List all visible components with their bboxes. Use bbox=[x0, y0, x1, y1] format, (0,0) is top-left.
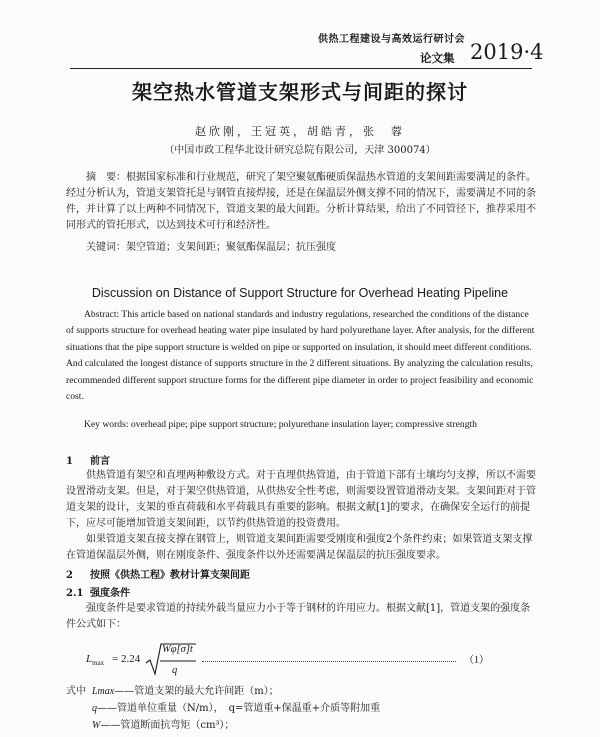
where-item: 式中 Lmax——管道支架的最大允许间距（m）； bbox=[66, 686, 279, 697]
formula-lhs: $L_{max}$ bbox=[86, 653, 105, 668]
where-symbol: Lmax bbox=[92, 686, 115, 697]
header-rule bbox=[70, 68, 532, 69]
issue-number: 2019·4 bbox=[470, 40, 544, 64]
abstract-english: Abstract: This article based on national standards and industry regulations, researched the conditions of the distance of supports structure for overhead heating water pipe insulated by hard polyurethane layer. After analysis, for the different situations that the pipe support structure is welded on pipe or supported on insulation, it should meet different conditions. And calculated the longest distance of supports structure in the 2 different situations. By analyzing the calculation results, recommended different support structure forms for the different pipe diameter in order to project feasibility and economic cost. bbox=[66, 309, 535, 403]
section-1-title: 前言 bbox=[90, 456, 110, 467]
section-2-heading bbox=[66, 566, 250, 581]
section-2-1-heading bbox=[66, 584, 130, 599]
formula-coefficient: = 2.24 bbox=[112, 653, 141, 665]
formula-leader-dots bbox=[202, 653, 456, 662]
where-symbol: W bbox=[92, 720, 101, 731]
collection-label: 论文集 bbox=[420, 51, 455, 65]
section-1-number: 1 bbox=[66, 456, 73, 467]
where-desc: ——管道支架的最大允许间距（m）； bbox=[114, 686, 279, 697]
authors: 赵欣刚，王冠英，胡皓青，张 蓉 bbox=[195, 125, 405, 138]
section-1-paragraph-2: 如果管道支架直接支撑在钢管上，则管道支架间距需要受刚度和强度2个条件约束；如果管道支架支撑在管道保温层外侧，则在刚度条件、强度条件以外还需要满足保温层的抗压强度要求。 bbox=[66, 534, 533, 561]
section-2-1-title: 强度条件 bbox=[90, 588, 130, 599]
section-2-number: 2 bbox=[66, 570, 73, 581]
section-2-1-paragraph: 强度条件是要求管道的持续外载当量应力小于等于钢材的许用应力。根据文献[1]，管道支架的强度条件公式如下： bbox=[66, 603, 531, 630]
section-2-1-number: 2.1 bbox=[66, 588, 84, 599]
title-chinese: 架空热水管道支架形式与间距的探讨 bbox=[132, 80, 468, 104]
journal-name: 供热工程建设与高效运行研讨会 bbox=[318, 34, 465, 45]
formula-equation-number: （1） bbox=[464, 655, 489, 666]
formula-numerator: Wφ[σ]t bbox=[162, 644, 193, 655]
section-2-title: 按照《供热工程》教材计算支架间距 bbox=[90, 570, 250, 581]
section-1-heading bbox=[66, 452, 110, 467]
section-1-paragraph-1: 供热管道有架空和直埋两种敷设方式。对于直埋供热管道，由于管道下部有土壤均匀支撑，所以不需要设置滑动支架。但是，对于架空供热管道，从供热安全性考虑，则需要设置管道滑动支架。支架间距对于管道支架的设计，支架的垂直荷载和水平荷载具有重要的影响。根据文献[1]的要求，在确保安全运行的前提下，应尽可能增加管道支架间距，以节约供热管道的投资费用。 bbox=[66, 470, 536, 529]
formula-denominator: q bbox=[172, 665, 178, 676]
where-item bbox=[66, 701, 380, 717]
abstract-chinese: 摘 要：根据国家标准和行业规范，研究了架空聚氨酯硬质保温热水管道的支架间距需要满足的条件。经过分析认为，管道支架管托是与钢管直接焊接，还是在保温层外侧支撑不同的情况下，需要满足不同的条件，并计算了以上两种不同情况下，管道支架的最大间距。分析计算结果，给出了不同管径下，推荐采用不同形式的管托形式，以达到技术可行和经济性。 bbox=[66, 172, 536, 231]
keywords-english: Key words: overhead pipe; pipe support structure; polyurethane insulation layer; compressive strength bbox=[84, 419, 477, 430]
where-item bbox=[66, 718, 234, 734]
where-symbol: q bbox=[92, 703, 97, 714]
where-desc: ——管道断面抗弯矩（cm³）； bbox=[100, 720, 235, 731]
where-desc: ——管道单位重量（N/m）， q=管道重+保温重+介质等附加重 bbox=[97, 703, 381, 714]
keywords-chinese: 关键词：架空管道；支架间距；聚氨酯保温层；抗压强度 bbox=[86, 242, 336, 253]
affiliation: （中国市政工程华北设计研究总院有限公司，天津 300074） bbox=[164, 145, 436, 156]
title-english: Discussion on Distance of Support Structure for Overhead Heating Pipeline bbox=[91, 286, 509, 300]
formula-1 bbox=[86, 643, 536, 681]
